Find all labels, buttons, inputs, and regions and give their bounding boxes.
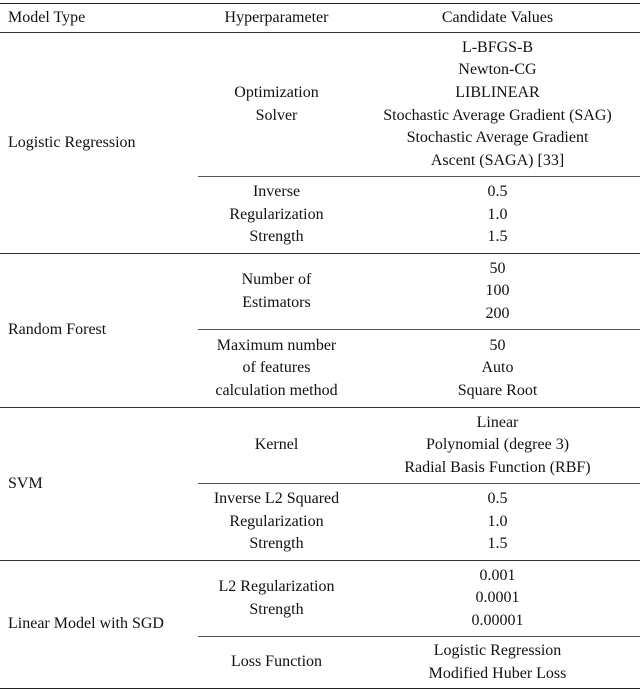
table-row (0, 254, 640, 330)
candidate-values-cell (355, 637, 640, 689)
candidate-values-cell (355, 177, 640, 254)
candidate-value: 0.0001 (475, 589, 520, 607)
candidate-values-cell (355, 33, 640, 177)
header-hyperparameter: Hyperparameter (224, 8, 329, 26)
hyperparameter-cell (198, 561, 355, 637)
candidate-value: 0.5 (487, 183, 508, 201)
hyperparameter-line: Inverse (252, 183, 301, 201)
candidate-value: 0.00001 (471, 611, 524, 629)
table-row (0, 33, 640, 177)
hyperparameter-line: Strength (249, 535, 304, 553)
candidate-value: 50 (489, 336, 506, 354)
candidate-value: Stochastic Average Gradient (SAG) (383, 106, 612, 124)
hyperparameter-line: Inverse L2 Squared (213, 490, 340, 508)
header-candidate-values: Candidate Values (441, 8, 554, 26)
candidate-value: 1.5 (487, 535, 508, 553)
model-type-cell: Linear Model with SGD (8, 615, 164, 633)
hyperparameter-line: Maximum number (216, 336, 337, 354)
hyperparameter-line: Optimization (234, 83, 319, 101)
candidate-values-cell (355, 561, 640, 637)
candidate-value: 1.0 (487, 512, 508, 530)
header-model-type: Model Type (8, 8, 86, 26)
hyperparameter-cell (198, 33, 355, 177)
hyperparameter-line: Estimators (242, 293, 311, 311)
hyperparameter-line: Solver (255, 106, 298, 124)
candidate-value: 200 (485, 304, 510, 322)
hyperparameter-line: Kernel (254, 436, 299, 454)
candidate-value: 1.5 (487, 228, 508, 246)
hyperparameter-line: Loss Function (230, 653, 323, 671)
candidate-value: Linear (476, 413, 519, 431)
hyperparameter-line: Number of (241, 270, 312, 288)
candidate-value: Square Root (457, 381, 538, 399)
table-row (0, 561, 640, 637)
candidate-value: Radial Basis Function (RBF) (404, 458, 591, 476)
candidate-values-cell (355, 408, 640, 484)
hyperparameter-line: of features (242, 359, 311, 377)
candidate-value: 0.001 (479, 566, 516, 584)
candidate-value: Logistic Regression (433, 641, 562, 659)
candidate-values-cell (355, 484, 640, 561)
table-row (0, 408, 640, 484)
hyperparameter-line: calculation method (215, 381, 338, 399)
candidate-values-cell (355, 330, 640, 408)
hyperparameter-cell (198, 408, 355, 484)
hyperparameter-line: Strength (249, 600, 304, 618)
hyperparameter-cell (198, 254, 355, 330)
candidate-value: L-BFGS-B (461, 38, 534, 56)
model-type-cell: Logistic Regression (8, 133, 136, 151)
hyperparameter-cell (198, 484, 355, 561)
candidate-value: Ascent (SAGA) [33] (430, 151, 565, 169)
candidate-value: Stochastic Average Gradient (406, 129, 589, 147)
header-row (0, 4, 640, 33)
model-type-cell: SVM (8, 474, 43, 492)
candidate-values-cell (355, 254, 640, 330)
candidate-value: LIBLINEAR (455, 83, 540, 101)
candidate-value: 100 (485, 282, 510, 300)
model-type-cell: Random Forest (8, 321, 107, 339)
hyperparameter-cell (198, 177, 355, 254)
hyperparameter-table (0, 3, 640, 689)
candidate-value: Modified Huber Loss (428, 664, 567, 682)
hyperparameter-cell (198, 330, 355, 408)
candidate-value: Polynomial (degree 3) (425, 436, 570, 454)
candidate-value: 0.5 (487, 490, 508, 508)
hyperparameter-line: Regularization (229, 205, 324, 223)
candidate-value: Newton-CG (458, 61, 537, 79)
candidate-value: Auto (481, 359, 514, 377)
hyperparameter-line: Regularization (229, 512, 324, 530)
candidate-value: 1.0 (487, 205, 508, 223)
hyperparameter-cell (198, 637, 355, 689)
hyperparameter-line: Strength (249, 228, 304, 246)
hyperparameter-line: L2 Regularization (218, 577, 335, 595)
candidate-value: 50 (489, 259, 506, 277)
